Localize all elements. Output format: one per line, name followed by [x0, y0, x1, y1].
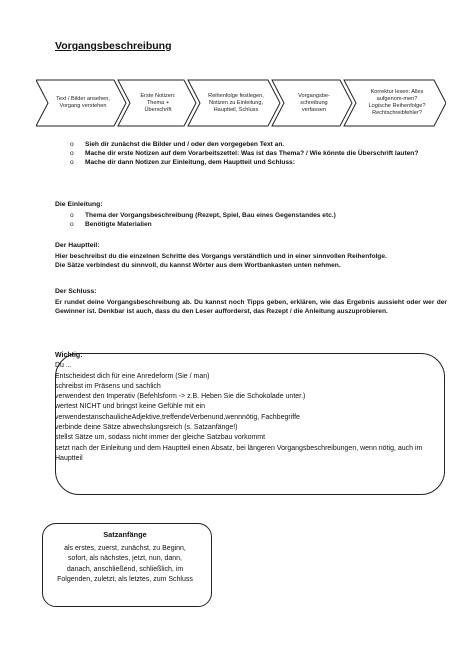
hauptteil-line: Hier beschreibst du die einzelnen Schritte des Vorgangs verständlich und in einer sinnvollen Reihenfolge. [55, 253, 387, 260]
list-item-text: Thema der Vorgangsbeschreibung (Rezept, Spiel, Bau eines Gegenstandes etc.) [85, 212, 336, 219]
list-item [70, 211, 440, 220]
wichtig-line: verwendest den Imperativ (Befehlsform -> z.B. Heben Sie die Schokolade unter.) [55, 393, 306, 401]
flow-step-label: Korrektur lesen: Alles aufgenom-men? Logische Reihenfolge? Rechtschreibfehler? [368, 89, 426, 116]
process-flow [36, 78, 446, 128]
wichtig-line: setzt nach der Einleitung und dem Hauptteil einen Absatz, bei längeren Vorgangsbeschreibungen, wenn nötig, auch im Hauptteil [55, 444, 423, 462]
wichtig-heading: Wichtig: [55, 352, 83, 359]
flow-step-5 [354, 78, 440, 128]
schluss-heading: Der Schluss: [55, 288, 97, 295]
wichtig-line: verbinde deine Sätze abwechslungsreich (s. Satzanfänge!) [55, 424, 238, 432]
flow-step-4 [282, 78, 346, 128]
list-item [70, 149, 440, 158]
satzanfaenge-line: sofort, als nächstes, jetzt, nun, dann, [67, 555, 182, 563]
list-item [70, 158, 440, 167]
satzanfaenge-line: Folgenden, zuletzt, als letztes, zum Schluss [57, 575, 193, 583]
bullet-marker: o [70, 212, 74, 219]
einleitung-list [70, 211, 440, 230]
satzanfaenge-line: danach, anschließend, schließlich, im [66, 565, 184, 573]
wichtig-line: wertest NICHT und bringst keine Gefühle mit ein [55, 403, 206, 411]
flow-step-label: Erste Notizen: Thema + Überschrift [140, 92, 176, 113]
list-item-text: Benötigte Materialien [85, 221, 152, 229]
flow-step-2 [128, 78, 188, 128]
bullet-marker: o [70, 150, 74, 158]
wichtig-line: verwendestanschaulicheAdjektive,treffendeVerbenund,wennnötig, Fachbegriffe [55, 413, 300, 421]
page-title: Vorgangsbeschreibung [55, 40, 172, 52]
instruction-list [70, 140, 440, 168]
einleitung-heading: Die Einleitung: [55, 201, 103, 208]
bullet-marker: o [70, 159, 74, 167]
list-item [70, 140, 440, 149]
schluss-text: Er rundet deine Vorgangsbeschreibung ab. Du kannst noch Tipps geben, erklären, wie das Ergebnis aussieht oder wer der Gewinner ist. Denkbar ist auch, dass du den Leser aufforderst, das Rezept / die Anleitung auszuprobieren. [55, 299, 447, 316]
hauptteil-line: Die Sätze verbindest du sinnvoll, du kannst Wörter aus dem Wortbankasten unten nehmen. [55, 262, 341, 270]
wichtig-line: Du ... [55, 362, 72, 370]
list-item [70, 220, 440, 229]
list-item-text: Sieh dir zunächst die Bilder und / oder den vorgegeben Text an. [85, 141, 285, 148]
flow-step-label: Vorgangsbe- schreibung verfassen [298, 92, 330, 113]
flow-step-3 [198, 78, 274, 128]
flow-step-label: Text / Bilder ansehen, Vorgang verstehen [56, 96, 110, 109]
wichtig-line: stellst Sätze um, sodass nicht immer der gleiche Satzbau vorkommt [55, 434, 266, 442]
satzanfaenge-line: als erstes, zuerst, zunächst, zu Beginn, [64, 545, 186, 553]
satzanfaenge-heading: Satzanfänge [103, 530, 147, 539]
wichtig-line: Entscheidest dich für eine Anredeform (Sie / man) [55, 372, 210, 380]
wichtig-content [55, 351, 435, 464]
hauptteil-text [55, 252, 450, 271]
flow-step-1 [48, 78, 118, 128]
bullet-marker: o [70, 141, 74, 148]
flow-step-label: Reihenfolge festlegen, Notizen zu Einleitung, Hauptteil, Schluss [208, 92, 264, 113]
hauptteil-heading: Der Hauptteil: [55, 242, 100, 249]
wichtig-line: schreibst im Präsens und sachlich [55, 382, 161, 390]
satzanfaenge-content [50, 530, 200, 585]
list-item-text: Mache dir dann Notizen zur Einleitung, dem Hauptteil und Schluss: [85, 159, 295, 167]
list-item-text: Mache dir erste Notizen auf dem Vorarbeitszettel: Was ist das Thema? / Wie könnte die Überschrift lauten? [85, 150, 419, 158]
bullet-marker: o [70, 221, 74, 229]
